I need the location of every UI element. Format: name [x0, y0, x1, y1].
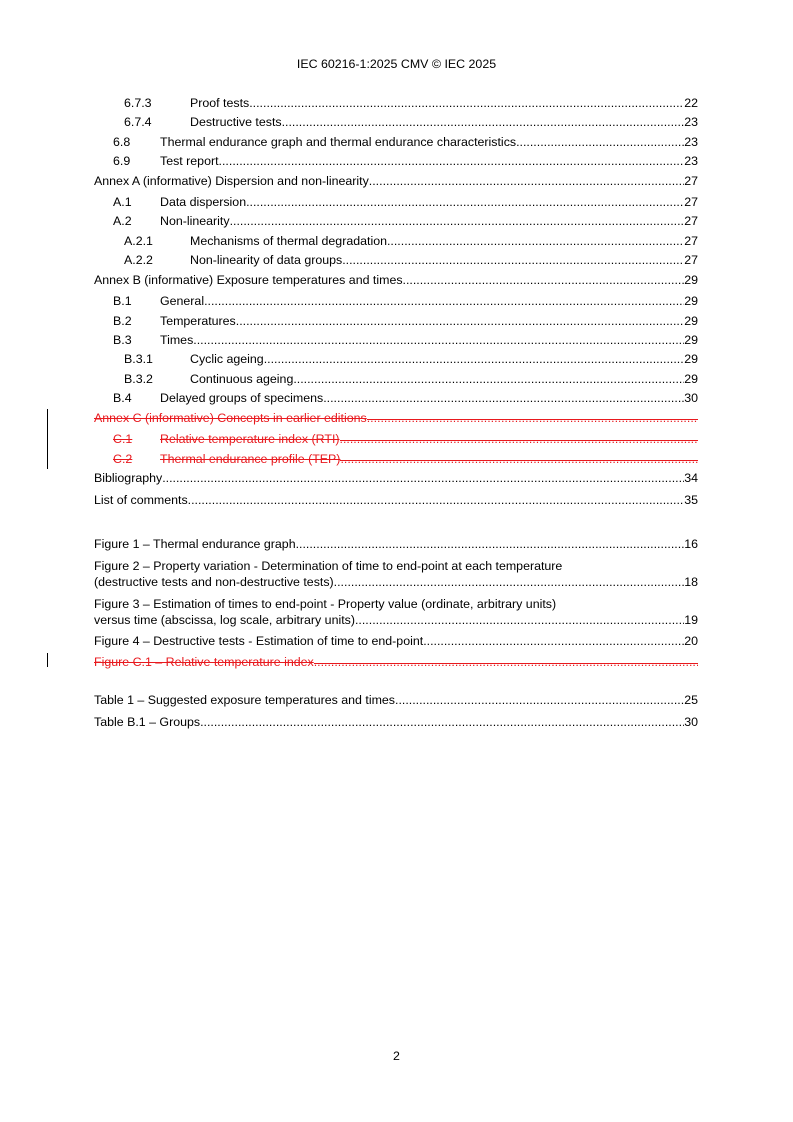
toc-title: Bibliography	[94, 471, 163, 485]
toc-leader	[293, 371, 684, 387]
toc-page: 29	[684, 333, 698, 347]
toc-leader	[249, 95, 684, 111]
toc-leader	[423, 633, 684, 649]
toc-leader	[369, 173, 684, 189]
toc-leader	[516, 134, 684, 150]
toc-leader	[296, 536, 685, 552]
toc-entry[interactable]	[94, 371, 698, 387]
table-page: 30	[684, 715, 698, 729]
toc-page: 27	[684, 174, 698, 188]
change-bar	[47, 409, 48, 469]
toc-title: Cyclic ageing	[190, 352, 264, 366]
figure-title: Figure 3 – Estimation of times to end-point - Property value (ordinate, arbitrary units)	[94, 597, 557, 611]
toc-page: 29	[684, 352, 698, 366]
toc-leader	[246, 194, 684, 210]
toc-title: General	[160, 294, 205, 308]
toc-title: Annex B (informative) Exposure temperatures and times	[94, 273, 403, 287]
toc-number: A.2	[113, 214, 132, 228]
figure-entry[interactable]	[94, 536, 698, 552]
toc-leader	[387, 233, 684, 249]
figure-title-cont: (destructive tests and non-destructive tests)	[94, 575, 334, 589]
toc-leader	[219, 153, 685, 169]
toc-title: Non-linearity of data groups	[190, 253, 343, 267]
toc-page: 23	[684, 154, 698, 168]
table-entry[interactable]	[94, 692, 698, 708]
toc-entry[interactable]	[94, 252, 698, 268]
toc-leader	[403, 272, 685, 288]
toc-page: 29	[684, 294, 698, 308]
toc-leader	[200, 714, 684, 730]
table-page: 25	[684, 693, 698, 707]
toc-number: C.1	[113, 432, 133, 446]
figure-title: Figure C.1 – Relative temperature index	[94, 655, 314, 669]
toc-page: 27	[684, 253, 698, 267]
toc-leader	[342, 252, 684, 268]
toc-number: B.3.2	[124, 372, 153, 386]
toc-page: 27	[684, 234, 698, 248]
change-bar	[47, 653, 48, 667]
table-title: Table B.1 – Groups	[94, 715, 201, 729]
toc-page: 27	[684, 195, 698, 209]
toc-page: 30	[684, 391, 698, 405]
toc-leader	[355, 612, 684, 628]
toc-leader	[264, 351, 685, 367]
toc-entry[interactable]	[94, 351, 698, 367]
figure-title-cont: versus time (abscissa, log scale, arbitrary units)	[94, 613, 355, 627]
toc-entry-deleted[interactable]	[94, 431, 698, 447]
toc-page: 35	[684, 493, 698, 507]
toc-title: Data dispersion	[160, 195, 247, 209]
toc-number: A.2.1	[124, 234, 153, 248]
toc-leader	[340, 431, 698, 447]
toc-page: 22	[684, 96, 698, 110]
toc-number: B.1	[113, 294, 132, 308]
figure-entry[interactable]	[94, 596, 698, 628]
page-header: IEC 60216-1:2025 CMV © IEC 2025	[296, 57, 497, 71]
toc-entry[interactable]	[94, 213, 698, 229]
toc-title: Annex C (informative) Concepts in earlier editions	[94, 411, 367, 425]
toc-entry-annex-deleted[interactable]	[94, 410, 698, 426]
toc-title: Destructive tests	[190, 115, 282, 129]
toc-number: A.2.2	[124, 253, 153, 267]
toc-page: 23	[684, 135, 698, 149]
toc-leader	[204, 293, 684, 309]
toc-entry[interactable]	[94, 293, 698, 309]
toc-entry[interactable]	[94, 114, 698, 130]
toc-title: Delayed groups of specimens	[160, 391, 324, 405]
toc-number: B.3.1	[124, 352, 153, 366]
toc-title: Thermal endurance profile (TEP)	[160, 452, 341, 466]
toc-leader	[162, 470, 684, 486]
toc-leader	[314, 654, 698, 670]
toc-title: List of comments	[94, 493, 188, 507]
toc-page: 23	[684, 115, 698, 129]
toc-leader	[282, 114, 685, 130]
toc-entry-annex[interactable]	[94, 173, 698, 189]
toc-entry[interactable]	[94, 194, 698, 210]
toc-number: C.2	[113, 452, 133, 466]
toc-leader	[188, 492, 685, 508]
toc-page: 29	[684, 273, 698, 287]
toc-title: Temperatures	[160, 314, 236, 328]
figure-entry[interactable]	[94, 633, 698, 649]
page-number: 2	[393, 1049, 400, 1063]
toc-title: Test report	[160, 154, 219, 168]
figure-entry-deleted[interactable]	[94, 654, 698, 670]
toc-number: 6.9	[113, 154, 131, 168]
figure-title: Figure 2 – Property variation - Determination of time to end-point at each temperature	[94, 559, 563, 573]
toc-number: A.1	[113, 195, 132, 209]
figure-page: 20	[684, 634, 698, 648]
figure-entry[interactable]	[94, 558, 698, 590]
toc-entry[interactable]	[94, 470, 698, 486]
toc-title: Times	[160, 333, 194, 347]
figure-page: 16	[684, 537, 698, 551]
figure-page: 18	[684, 575, 698, 589]
toc-entry[interactable]	[94, 390, 698, 406]
toc-number: B.2	[113, 314, 132, 328]
toc-leader	[334, 574, 685, 590]
toc-title: Non-linearity	[160, 214, 230, 228]
toc-entry[interactable]	[94, 153, 698, 169]
toc-leader	[193, 332, 684, 348]
table-title: Table 1 – Suggested exposure temperatures and times	[94, 693, 395, 707]
toc-entry[interactable]	[94, 332, 698, 348]
toc-leader	[340, 451, 698, 467]
toc-number: 6.7.4	[124, 115, 152, 129]
toc-title: Thermal endurance graph and thermal endurance characteristics	[160, 135, 517, 149]
toc-entry-deleted[interactable]	[94, 451, 698, 467]
toc-title: Proof tests	[190, 96, 250, 110]
toc-page: 34	[684, 471, 698, 485]
toc-number: B.4	[113, 391, 132, 405]
toc-leader	[367, 410, 698, 426]
toc-page: 27	[684, 214, 698, 228]
toc-page: 29	[684, 314, 698, 328]
toc-number: B.3	[113, 333, 132, 347]
toc-leader	[395, 692, 684, 708]
toc-leader	[323, 390, 684, 406]
toc-entry[interactable]	[94, 313, 698, 329]
toc-entry[interactable]	[94, 95, 698, 111]
figure-page: 19	[684, 613, 698, 627]
toc-title: Mechanisms of thermal degradation	[190, 234, 387, 248]
toc-number: 6.7.3	[124, 96, 152, 110]
figure-title: Figure 1 – Thermal endurance graph	[94, 537, 296, 551]
toc-entry[interactable]	[94, 233, 698, 249]
toc-leader	[230, 213, 685, 229]
toc-title: Relative temperature index (RTI)	[160, 432, 340, 446]
toc-title: Continuous ageing	[190, 372, 294, 386]
toc-entry[interactable]	[94, 134, 698, 150]
toc-leader	[236, 313, 684, 329]
table-entry[interactable]	[94, 714, 698, 730]
toc-page: 29	[684, 372, 698, 386]
figure-title: Figure 4 – Destructive tests - Estimation of time to end-point	[94, 634, 424, 648]
toc-number: 6.8	[113, 135, 131, 149]
toc-title: Annex A (informative) Dispersion and non-linearity	[94, 174, 369, 188]
toc-entry-annex[interactable]	[94, 272, 698, 288]
toc-entry[interactable]	[94, 492, 698, 508]
